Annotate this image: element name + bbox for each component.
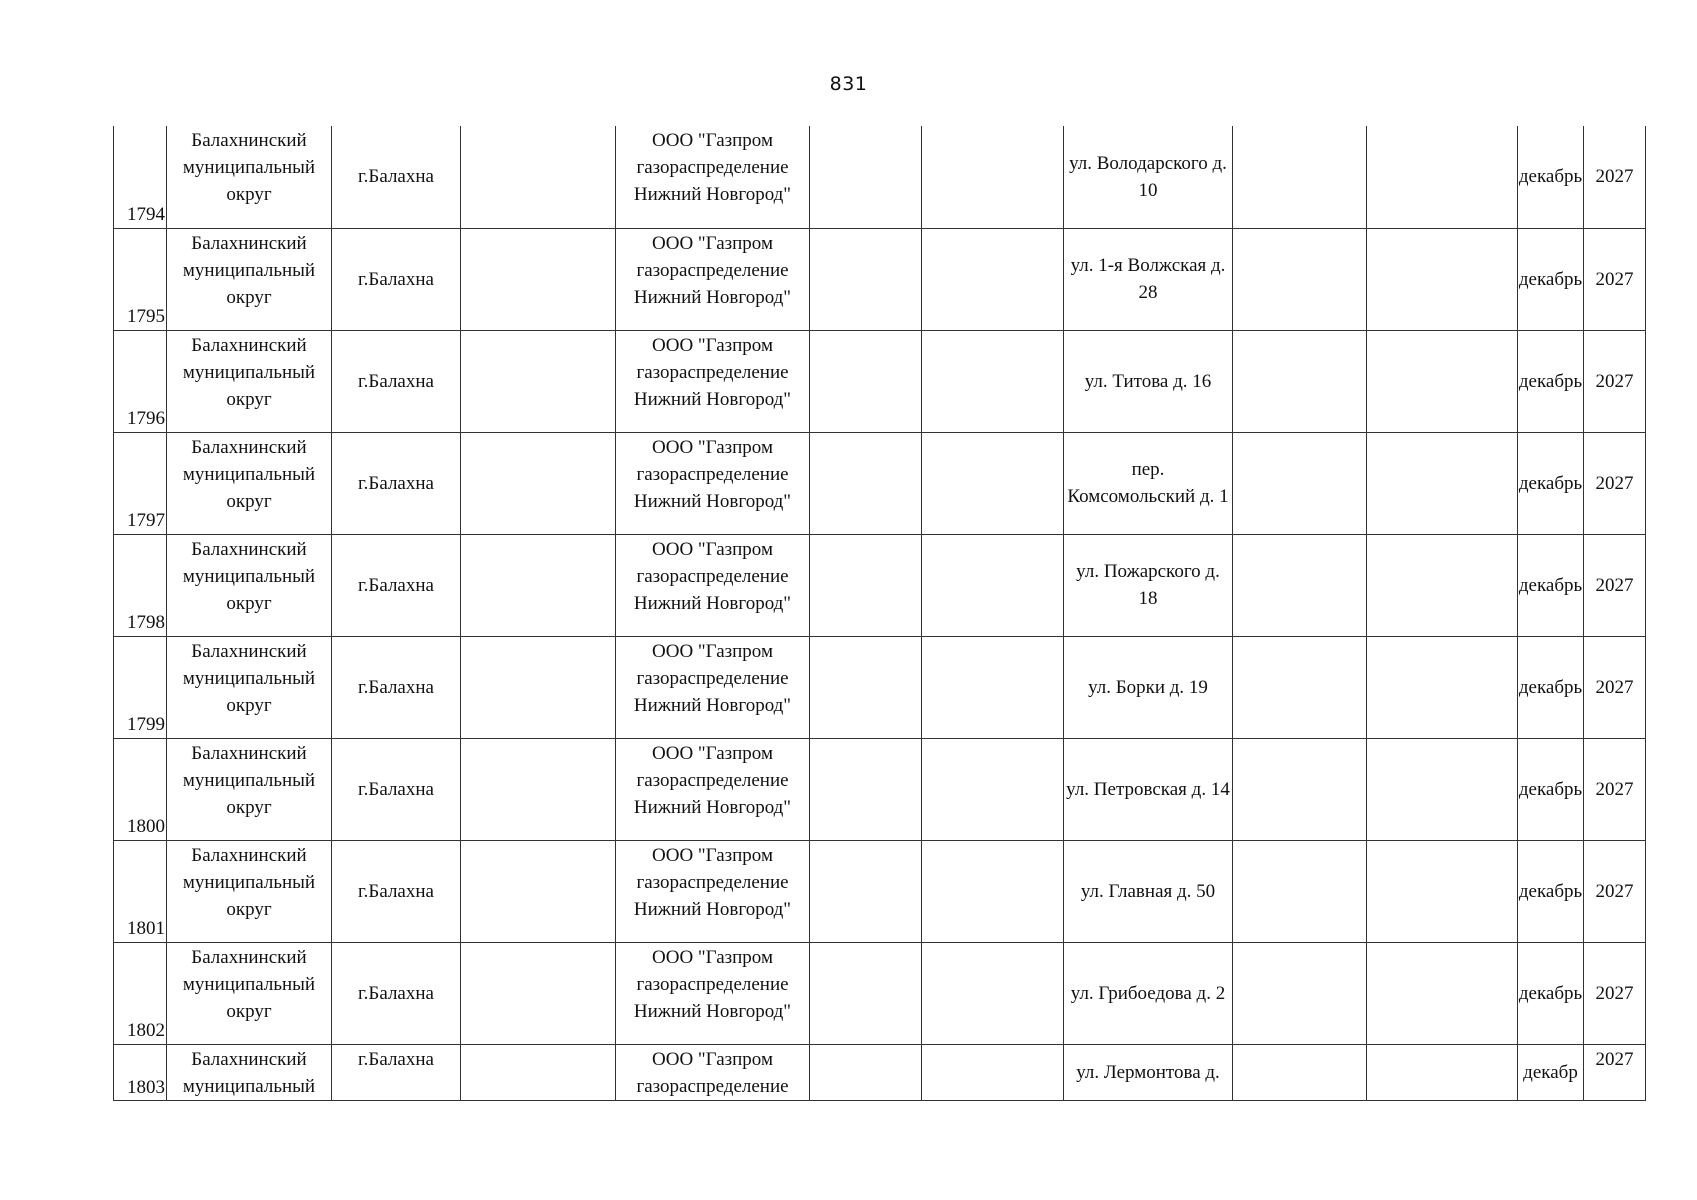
row-number: 1800 xyxy=(127,815,165,837)
table-row xyxy=(114,942,1646,1044)
empty-cell xyxy=(922,636,1064,738)
district-cell xyxy=(167,432,332,534)
empty-cell xyxy=(461,840,616,942)
empty-cell xyxy=(810,942,922,1044)
address-cell xyxy=(1064,738,1233,840)
district-text: Балахнинский муниципальный округ xyxy=(182,640,316,716)
row-number-cell xyxy=(114,942,167,1044)
year-cell xyxy=(1584,534,1646,636)
address-cell xyxy=(1064,840,1233,942)
empty-cell xyxy=(1233,534,1367,636)
row-number-cell xyxy=(114,1044,167,1100)
row-number-cell xyxy=(114,126,167,228)
year-text: 2027 xyxy=(1595,880,1634,902)
city-text: г.Балахна xyxy=(358,982,434,1004)
year-text: 2027 xyxy=(1595,982,1634,1004)
month-text: декабрь xyxy=(1518,268,1583,290)
empty-cell xyxy=(461,126,616,228)
year-cell xyxy=(1584,840,1646,942)
empty-cell xyxy=(810,432,922,534)
register-table-body xyxy=(114,126,1646,1100)
table-row xyxy=(114,636,1646,738)
district-text: Балахнинский муниципальный округ xyxy=(182,946,316,1022)
empty-cell xyxy=(922,126,1064,228)
empty-cell xyxy=(1367,228,1518,330)
year-text: 2027 xyxy=(1595,574,1634,596)
address-text: ул. Петровская д. 14 xyxy=(1066,778,1230,800)
row-number: 1798 xyxy=(127,611,165,633)
organization-cell xyxy=(616,126,810,228)
table-row xyxy=(114,840,1646,942)
address-text: ул. Лермонтова д. xyxy=(1076,1061,1220,1083)
organization-text: ООО "Газпром газораспределение Нижний Новгород" xyxy=(633,334,792,410)
address-cell xyxy=(1064,942,1233,1044)
empty-cell xyxy=(810,330,922,432)
city-cell xyxy=(332,636,461,738)
month-cell xyxy=(1518,534,1584,636)
address-text: ул. Борки д. 19 xyxy=(1088,676,1208,698)
empty-cell xyxy=(810,228,922,330)
district-cell xyxy=(167,840,332,942)
city-text: г.Балахна xyxy=(358,472,434,494)
city-cell xyxy=(332,330,461,432)
year-text: 2027 xyxy=(1595,1048,1634,1070)
year-cell xyxy=(1584,432,1646,534)
city-cell xyxy=(332,840,461,942)
empty-cell xyxy=(1233,330,1367,432)
year-text: 2027 xyxy=(1595,472,1634,494)
address-text: ул. Грибоедова д. 2 xyxy=(1070,982,1226,1004)
city-cell xyxy=(332,1044,461,1100)
table-row xyxy=(114,126,1646,228)
district-text: Балахнинский муниципальный округ xyxy=(182,232,316,308)
empty-cell xyxy=(1233,126,1367,228)
month-cell xyxy=(1518,228,1584,330)
organization-cell xyxy=(616,534,810,636)
empty-cell xyxy=(1367,432,1518,534)
empty-cell xyxy=(922,534,1064,636)
year-text: 2027 xyxy=(1595,166,1634,188)
organization-text: ООО "Газпром газораспределение Нижний Новгород" xyxy=(633,130,792,205)
table-row xyxy=(114,330,1646,432)
empty-cell xyxy=(1367,330,1518,432)
empty-cell xyxy=(922,330,1064,432)
month-text: декабрь xyxy=(1518,778,1583,800)
empty-cell xyxy=(810,738,922,840)
month-cell xyxy=(1518,1044,1584,1100)
city-cell xyxy=(332,738,461,840)
year-cell xyxy=(1584,942,1646,1044)
year-cell xyxy=(1584,228,1646,330)
month-text: декабрь xyxy=(1518,880,1583,902)
district-cell xyxy=(167,636,332,738)
address-cell xyxy=(1064,1044,1233,1100)
month-cell xyxy=(1518,636,1584,738)
district-cell xyxy=(167,126,332,228)
district-cell xyxy=(167,534,332,636)
address-text: ул. Титова д. 16 xyxy=(1084,370,1212,392)
row-number: 1796 xyxy=(127,407,165,429)
month-text: декабрь xyxy=(1518,982,1583,1004)
district-text: Балахнинский муниципальный округ xyxy=(182,844,316,920)
district-text: Балахнинский муниципальный xyxy=(182,1048,316,1097)
year-text: 2027 xyxy=(1595,370,1634,392)
district-text: Балахнинский муниципальный округ xyxy=(182,436,316,512)
empty-cell xyxy=(922,840,1064,942)
empty-cell xyxy=(922,228,1064,330)
year-cell xyxy=(1584,636,1646,738)
city-cell xyxy=(332,534,461,636)
empty-cell xyxy=(922,738,1064,840)
organization-text: ООО "Газпром газораспределение Нижний Новгород" xyxy=(633,640,792,716)
empty-cell xyxy=(810,636,922,738)
row-number-cell xyxy=(114,840,167,942)
city-text: г.Балахна xyxy=(358,676,434,698)
address-cell xyxy=(1064,636,1233,738)
district-cell xyxy=(167,330,332,432)
organization-cell xyxy=(616,636,810,738)
district-cell xyxy=(167,942,332,1044)
address-text: ул. Главная д. 50 xyxy=(1080,880,1216,902)
city-cell xyxy=(332,432,461,534)
year-cell xyxy=(1584,1044,1646,1100)
district-text: Балахнинский муниципальный округ xyxy=(182,538,316,614)
table-row xyxy=(114,228,1646,330)
organization-cell xyxy=(616,432,810,534)
city-cell xyxy=(332,126,461,228)
empty-cell xyxy=(1367,840,1518,942)
empty-cell xyxy=(1233,942,1367,1044)
empty-cell xyxy=(1233,228,1367,330)
organization-cell xyxy=(616,330,810,432)
month-text: декабрь xyxy=(1518,676,1583,698)
empty-cell xyxy=(1233,738,1367,840)
table-row xyxy=(114,432,1646,534)
month-text: декабрь xyxy=(1518,472,1583,494)
address-text: пер. Комсомольский д. 1 xyxy=(1067,459,1229,507)
city-text: г.Балахна xyxy=(358,268,434,290)
month-cell xyxy=(1518,330,1584,432)
row-number-cell xyxy=(114,330,167,432)
address-cell xyxy=(1064,330,1233,432)
empty-cell xyxy=(1367,636,1518,738)
row-number: 1803 xyxy=(127,1076,165,1098)
empty-cell xyxy=(461,636,616,738)
empty-cell xyxy=(461,228,616,330)
district-text: Балахнинский муниципальный округ xyxy=(182,334,316,410)
city-text: г.Балахна xyxy=(358,880,434,902)
year-cell xyxy=(1584,330,1646,432)
district-text: Балахнинский муниципальный округ xyxy=(182,742,316,818)
city-text: г.Балахна xyxy=(358,778,434,800)
empty-cell xyxy=(810,1044,922,1100)
organization-text: ООО "Газпром газораспределение xyxy=(636,1048,789,1097)
organization-text: ООО "Газпром газораспределение Нижний Новгород" xyxy=(633,742,792,818)
table-row xyxy=(114,738,1646,840)
empty-cell xyxy=(810,840,922,942)
empty-cell xyxy=(1367,534,1518,636)
row-number: 1795 xyxy=(127,305,165,327)
row-number-cell xyxy=(114,432,167,534)
district-cell xyxy=(167,738,332,840)
organization-cell xyxy=(616,1044,810,1100)
month-cell xyxy=(1518,738,1584,840)
organization-text: ООО "Газпром газораспределение Нижний Новгород" xyxy=(633,946,792,1022)
year-text: 2027 xyxy=(1595,778,1634,800)
organization-text: ООО "Газпром газораспределение Нижний Новгород" xyxy=(633,436,792,512)
empty-cell xyxy=(461,738,616,840)
register-table xyxy=(113,126,1646,1101)
city-text: г.Балахна xyxy=(358,1048,434,1070)
row-number-cell xyxy=(114,228,167,330)
row-number-cell xyxy=(114,534,167,636)
month-text: декабрь xyxy=(1518,166,1583,188)
month-text: декабрь xyxy=(1518,370,1583,392)
city-text: г.Балахна xyxy=(358,370,434,392)
empty-cell xyxy=(461,330,616,432)
organization-cell xyxy=(616,738,810,840)
empty-cell xyxy=(1367,942,1518,1044)
address-cell xyxy=(1064,534,1233,636)
empty-cell xyxy=(1367,126,1518,228)
empty-cell xyxy=(922,1044,1064,1100)
organization-cell xyxy=(616,228,810,330)
empty-cell xyxy=(922,942,1064,1044)
year-text: 2027 xyxy=(1595,676,1634,698)
organization-text: ООО "Газпром газораспределение Нижний Новгород" xyxy=(633,844,792,920)
month-cell xyxy=(1518,942,1584,1044)
empty-cell xyxy=(810,534,922,636)
address-cell xyxy=(1064,126,1233,228)
page-number: 831 xyxy=(829,73,868,95)
month-text: декабр xyxy=(1523,1061,1578,1083)
city-cell xyxy=(332,228,461,330)
empty-cell xyxy=(461,942,616,1044)
row-number: 1794 xyxy=(127,203,165,225)
year-cell xyxy=(1584,126,1646,228)
month-cell xyxy=(1518,432,1584,534)
row-number-cell xyxy=(114,738,167,840)
empty-cell xyxy=(461,432,616,534)
address-text: ул. Пожарского д. 18 xyxy=(1076,561,1220,609)
row-number: 1797 xyxy=(127,509,165,531)
empty-cell xyxy=(810,126,922,228)
district-cell xyxy=(167,1044,332,1100)
address-text: ул. 1-я Волжская д. 28 xyxy=(1070,255,1226,303)
organization-text: ООО "Газпром газораспределение Нижний Новгород" xyxy=(633,538,792,614)
month-cell xyxy=(1518,840,1584,942)
table-row xyxy=(114,1044,1646,1100)
empty-cell xyxy=(461,534,616,636)
organization-cell xyxy=(616,942,810,1044)
district-text: Балахнинский муниципальный округ xyxy=(182,130,316,205)
district-cell xyxy=(167,228,332,330)
empty-cell xyxy=(1233,840,1367,942)
organization-text: ООО "Газпром газораспределение Нижний Новгород" xyxy=(633,232,792,308)
empty-cell xyxy=(1367,738,1518,840)
row-number: 1802 xyxy=(127,1019,165,1041)
empty-cell xyxy=(1233,432,1367,534)
month-cell xyxy=(1518,126,1584,228)
year-cell xyxy=(1584,738,1646,840)
year-text: 2027 xyxy=(1595,268,1634,290)
row-number-cell xyxy=(114,636,167,738)
empty-cell xyxy=(1367,1044,1518,1100)
empty-cell xyxy=(922,432,1064,534)
table-row xyxy=(114,534,1646,636)
address-cell xyxy=(1064,228,1233,330)
empty-cell xyxy=(1233,1044,1367,1100)
city-text: г.Балахна xyxy=(358,166,434,188)
month-text: декабрь xyxy=(1518,574,1583,596)
organization-cell xyxy=(616,840,810,942)
city-cell xyxy=(332,942,461,1044)
city-text: г.Балахна xyxy=(358,574,434,596)
empty-cell xyxy=(461,1044,616,1100)
empty-cell xyxy=(1233,636,1367,738)
row-number: 1801 xyxy=(127,917,165,939)
address-cell xyxy=(1064,432,1233,534)
address-text: ул. Володарского д. 10 xyxy=(1069,152,1227,201)
row-number: 1799 xyxy=(127,713,165,735)
